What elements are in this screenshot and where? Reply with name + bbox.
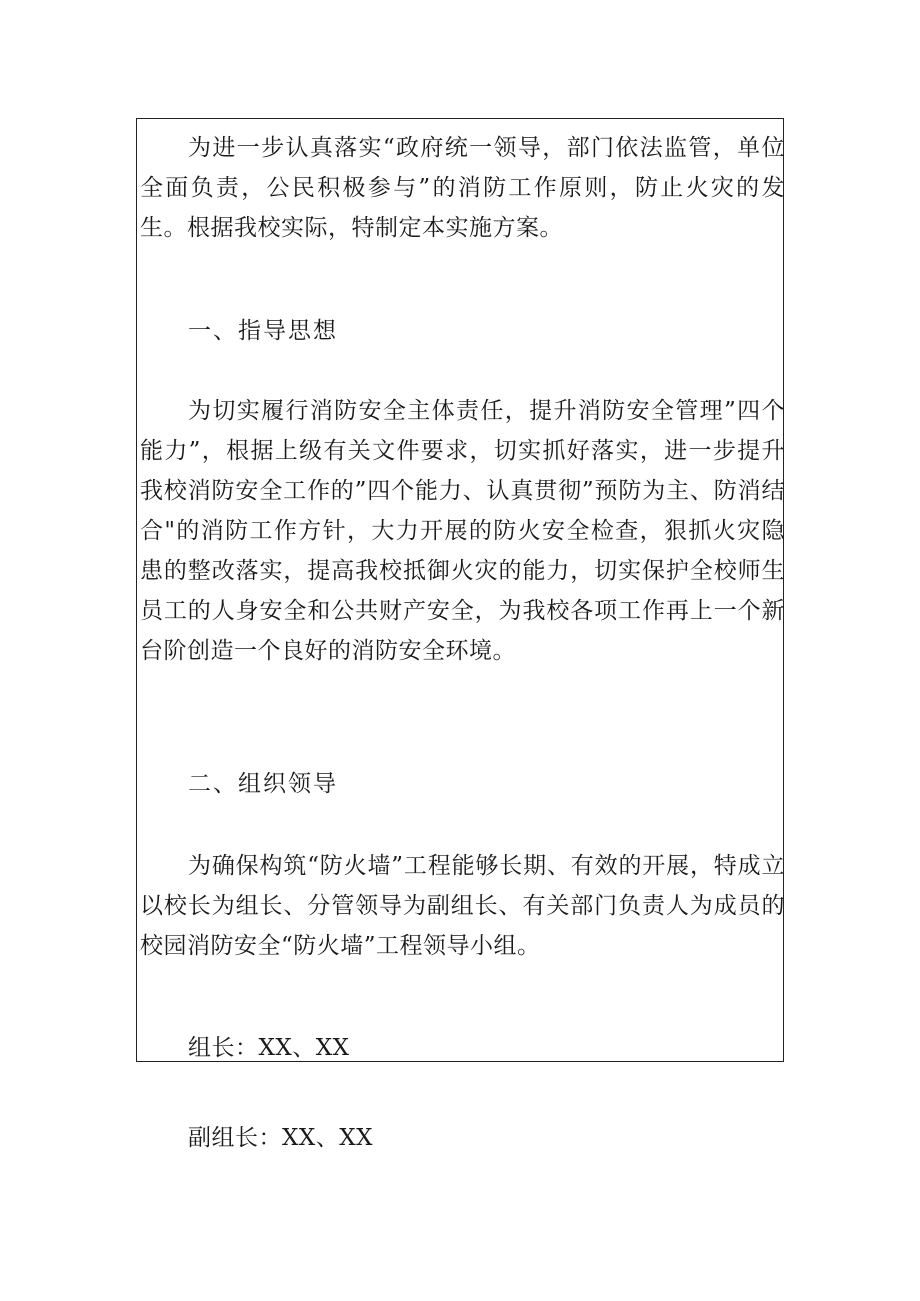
deputy-leader-line: 副组长：XX、XX <box>188 1125 373 1151</box>
section-heading-organization: 二、组织领导 <box>188 771 338 797</box>
section-heading-guiding-ideology: 一、指导思想 <box>188 318 338 344</box>
group-leader-line: 组长：XX、XX <box>188 1035 350 1061</box>
guiding-ideology-paragraph: 为切实履行消防安全主体责任，提升消防安全管理”四个能力”，根据上级有关文件要求，切实抓好落实，进一步提升我校消防安全工作的”四个能力、认真贯彻”预防为主、防消结合"的消防工作方针，大力开展的防火安全检查，狠抓火灾隐患的整改落实，提高我校抵御火灾的能力，切实保护全校师生员工的人身安全和公共财产安全，为我校各项工作再上一个新台阶创造一个良好的消防安全环境。 <box>140 398 785 664</box>
intro-paragraph: 为进一步认真落实“政府统一领导，部门依法监管，单位全面负责，公民积极参与”的消防工作原则，防止火灾的发生。根据我校实际，特制定本实施方案。 <box>140 135 785 241</box>
organization-paragraph: 为确保构筑“防火墙”工程能够长期、有效的开展，特成立以校长为组长、分管领导为副组长、有关部门负责人为成员的校园消防安全“防火墙”工程领导小组。 <box>140 853 785 959</box>
